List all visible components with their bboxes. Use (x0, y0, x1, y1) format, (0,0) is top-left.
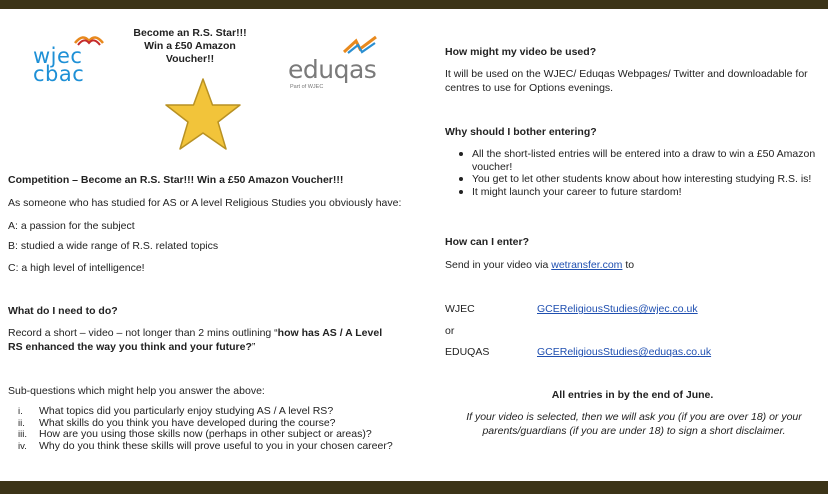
why-heading: Why should I bother entering? (445, 126, 597, 138)
sub-questions-intro: Sub-questions which might help you answer the above: (8, 385, 265, 397)
poster-title (133, 27, 247, 66)
wjec-logo-text: wjec (33, 44, 83, 68)
enter-text-post: to (622, 259, 635, 271)
point-b: B: studied a wide range of R.S. related topics (8, 240, 219, 252)
todo-question: how has AS / A Level RS enhanced the way you think and your future? (8, 327, 383, 353)
eduqas-email-link[interactable]: GCEReligiousStudies@eduqas.co.uk (537, 346, 712, 358)
list-numeral: i. (18, 406, 23, 417)
todo-text-pre: Record a short – video – not longer than 2 mins outlining “ (8, 327, 278, 339)
book-icon (342, 35, 378, 55)
list-item (8, 441, 408, 453)
used-text: It will be used on the WJEC/ Eduqas Webpages/ Twitter and downloadable for centres to use for Options evenings. (445, 68, 808, 94)
disclaimer-text: If your video is selected, then we will ask you (if you are over 18) or your parents/guardians (if you are under 18) to sign a short disclaimer. (466, 411, 802, 437)
list-item-text: What skills do you think you have developed during the course? (39, 416, 336, 429)
competition-heading: Competition – Become an R.S. Star!!! Win a £50 Amazon Voucher!!! (8, 174, 344, 186)
intro-text: As someone who has studied for AS or A level Religious Studies you obviously have: (8, 197, 402, 209)
cbac-logo-text: cbac (33, 62, 85, 86)
todo-heading: What do I need to do? (8, 305, 118, 317)
list-item-text: What topics did you particularly enjoy studying AS / A level RS? (39, 405, 334, 417)
todo-text-post: ” (251, 341, 256, 353)
list-numeral: iv. (18, 440, 27, 452)
title-line-1: Become an R.S. Star!!! (133, 27, 247, 39)
point-c: C: a high level of intelligence! (8, 262, 145, 274)
sub-questions-list (8, 406, 408, 452)
list-item: All the short-listed entries will be entered into a draw to win a £50 Amazon voucher! (455, 148, 820, 173)
todo-text (8, 326, 388, 354)
list-item-text: Why do you think these skills will prove useful to you in your chosen career? (39, 439, 393, 452)
enter-heading: How can I enter? (445, 236, 530, 248)
wjec-label: WJEC (445, 303, 475, 315)
enter-text-pre: Send in your video via (445, 259, 552, 271)
title-line-3: Voucher!! (165, 53, 215, 65)
eduqas-logo-subtext: Part of WJEC (290, 84, 324, 90)
document-page (0, 9, 828, 481)
eduqas-label: EDUQAS (445, 346, 490, 358)
list-item: It might launch your career to future stardom! (455, 186, 820, 199)
star-icon (164, 77, 242, 153)
eduqas-logo-text: eduqas (288, 55, 377, 84)
wetransfer-link[interactable]: wetransfer.com (551, 259, 623, 271)
list-numeral: iii. (18, 429, 27, 440)
title-line-2: Win a £50 Amazon (144, 40, 236, 52)
list-numeral: ii. (18, 417, 25, 429)
list-item-text: How are you using those skills now (perhaps in other subject or areas)? (39, 428, 372, 440)
eduqas-logo (288, 35, 383, 91)
enter-text (445, 259, 634, 271)
point-a: A: a passion for the subject (8, 220, 135, 232)
wjec-email-link[interactable]: GCEReligiousStudies@wjec.co.uk (537, 303, 698, 315)
wjec-cbac-logo (33, 31, 103, 91)
deadline-text: All entries in by the end of June. (551, 389, 714, 401)
list-item: You get to let other students know about how interesting studying R.S. is! (455, 173, 820, 186)
used-heading: How might my video be used? (445, 46, 597, 58)
why-bullet-list (455, 148, 820, 198)
or-label: or (445, 325, 455, 337)
